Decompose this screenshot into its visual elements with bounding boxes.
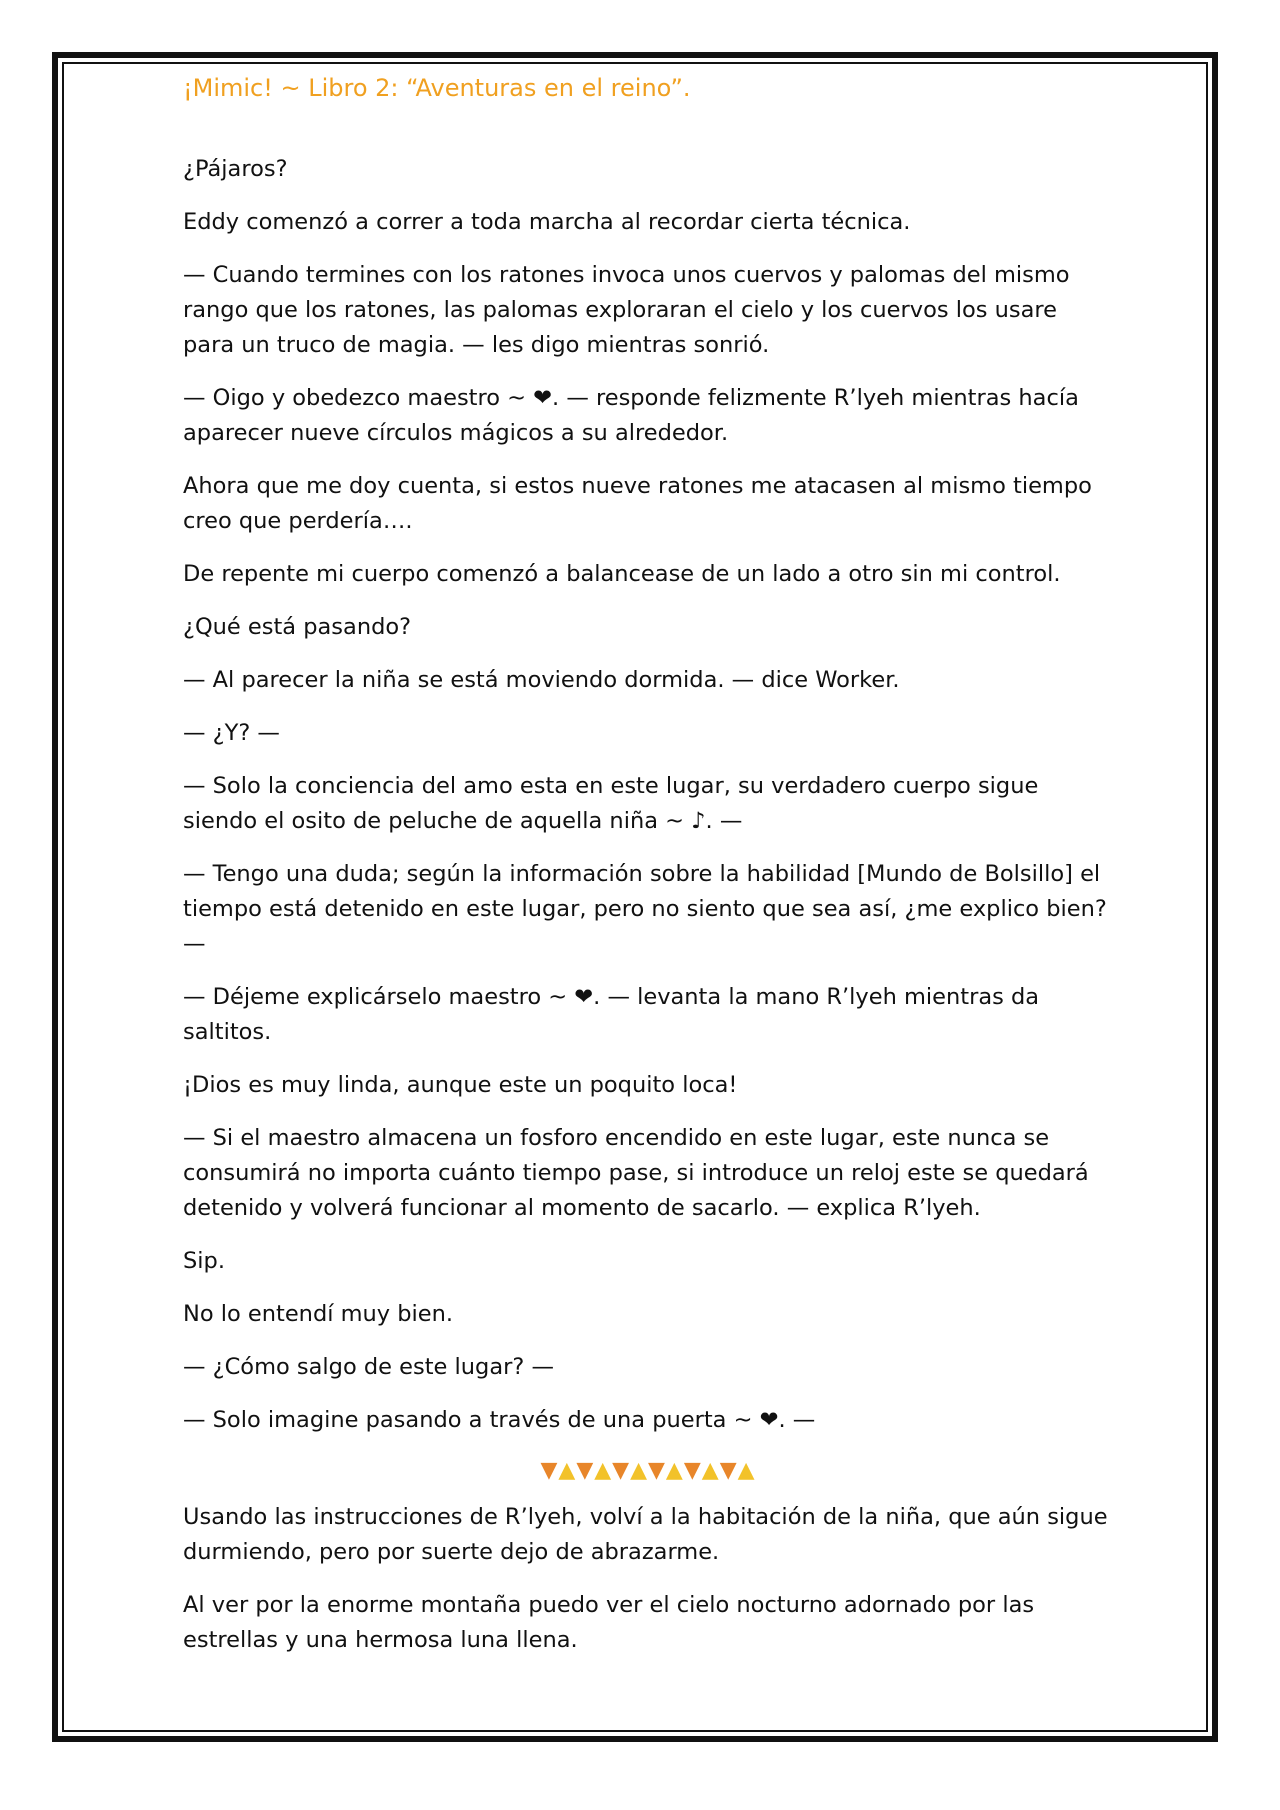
paragraph: — ¿Y? — (183, 720, 280, 746)
paragraph: — Tengo una duda; según la información sobre la habilidad [Mundo de Bolsillo] el tiempo está detenido en este lugar, pero no siento que sea así, ¿me explico bien? — (183, 861, 1107, 957)
paragraph: No lo entendí muy bien. (183, 1301, 454, 1327)
paragraphs-after-separator (183, 1500, 1113, 1658)
triangle-up-icon: ▲ (630, 1458, 648, 1483)
paragraph: — Si el maestro almacena un fosforo encendido en este lugar, este nunca se consumirá no importa cuánto tiempo pase, si introduce un reloj este se quedará detenido y volverá funcionar al momento de sacarlo. — explica R’lyeh. (183, 1125, 1089, 1221)
paragraph: De repente mi cuerpo comenzó a balancease de un lado a otro sin mi control. (183, 561, 1061, 587)
paragraph: ¡Dios es muy linda, aunque este un poquito loca! (183, 1072, 738, 1098)
triangle-down-icon: ▼ (612, 1458, 631, 1483)
paragraph: — Oigo y obedezco maestro ~ ❤. — responde felizmente R’lyeh mientras hacía aparecer nueve círculos mágicos a su alrededor. (183, 385, 1079, 446)
paragraph: Ahora que me doy cuenta, si estos nueve ratones me atacasen al mismo tiempo creo que perdería…. (183, 473, 1092, 534)
triangle-up-icon: ▲ (594, 1458, 613, 1483)
paragraph: — ¿Cómo salgo de este lugar? — (183, 1354, 554, 1380)
triangle-down-icon: ▼ (648, 1458, 666, 1483)
triangle-up-icon: ▲ (701, 1458, 720, 1483)
paragraph: Al ver por la enorme montaña puedo ver el cielo nocturno adornado por las estrellas y una hermosa luna llena. (183, 1592, 1035, 1653)
paragraph: — Solo imagine pasando a través de una puerta ~ ❤. — (183, 1407, 816, 1433)
paragraph: Sip. (183, 1248, 225, 1274)
paragraph: — Déjeme explicárselo maestro ~ ❤. — levanta la mano R’lyeh mientras da saltitos. (183, 984, 1040, 1045)
triangle-down-icon: ▼ (719, 1458, 738, 1483)
paragraph: Eddy comenzó a correr a toda marcha al recordar cierta técnica. (183, 209, 911, 235)
triangle-up-icon: ▲ (737, 1458, 756, 1483)
paragraphs-before-separator (183, 152, 1113, 1438)
section-separator (183, 1456, 1113, 1486)
triangle-down-icon: ▼ (540, 1458, 559, 1483)
paragraph: Usando las instrucciones de R’lyeh, volví a la habitación de la niña, que aún sigue durmiendo, pero por suerte dejo de abrazarme. (183, 1504, 1108, 1565)
triangle-down-icon: ▼ (683, 1458, 702, 1483)
triangle-up-icon: ▲ (558, 1458, 577, 1483)
paragraph: — Cuando termines con los ratones invoca unos cuervos y palomas del mismo rango que los ratones, las palomas exploraran el cielo y los cuervos los usare para un truco de magia. — les digo mientras sonrió. (183, 262, 1070, 358)
paragraph: — Solo la conciencia del amo esta en este lugar, su verdadero cuerpo sigue siendo el osito de peluche de aquella niña ~ ♪. — (183, 773, 1039, 834)
paragraph: — Al parecer la niña se está moviendo dormida. — dice Worker. (183, 667, 900, 693)
paragraph: ¿Qué está pasando? (183, 614, 412, 640)
triangle-down-icon: ▼ (576, 1458, 595, 1483)
triangle-up-icon: ▲ (665, 1458, 684, 1483)
page-body (183, 152, 1113, 1676)
running-header: ¡Mimic! ~ Libro 2: “Aventuras en el reino”. (183, 74, 691, 102)
paragraph: ¿Pájaros? (183, 156, 288, 182)
